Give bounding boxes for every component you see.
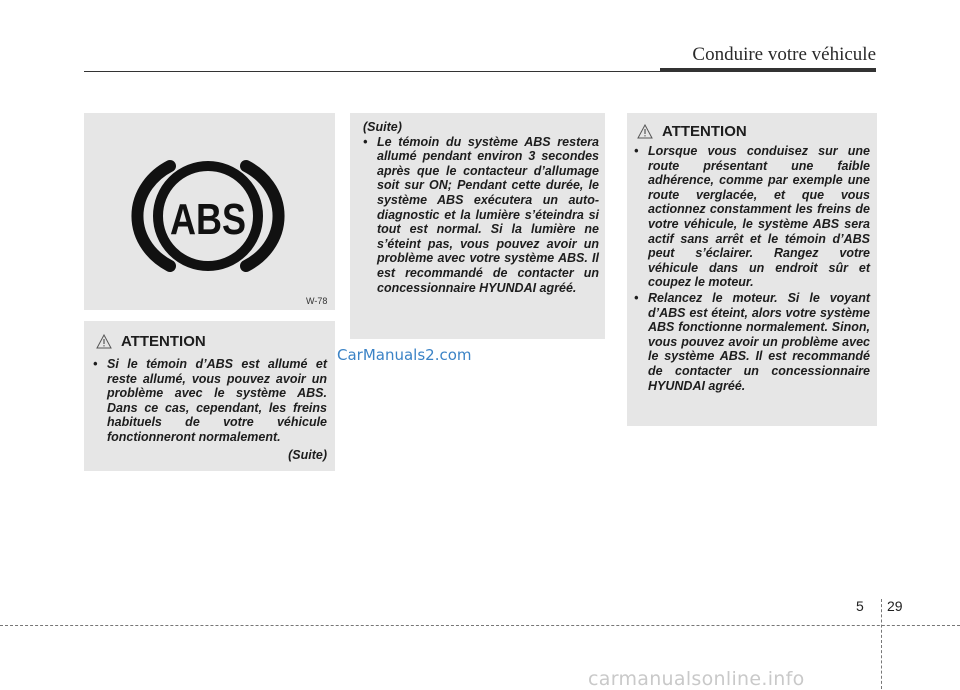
attention-list: [93, 357, 327, 445]
header-rule: [84, 71, 660, 72]
list-item: • Lorsque vous conduisez sur une route présentant une faible adhérence, comme par exemple une route verglacée, et que vous actionnez constamment les freins de votre véhicule, le système ABS sera actif sans arrêt et le témoin d’ABS peut s’éclairer. Rangez votre véhicule dans un endroit sûr et coupez le moteur.: [634, 144, 870, 290]
chapter-number: 5: [856, 598, 864, 614]
abs-icon-label: ABS: [170, 195, 246, 244]
attention-list: [634, 144, 870, 393]
footer-rule: [0, 625, 960, 626]
continued-box-middle: [350, 113, 605, 339]
continued-label: (Suite): [288, 447, 327, 462]
continued-label: (Suite): [363, 120, 402, 134]
attention-box-right: [627, 113, 877, 426]
warning-triangle-icon: [637, 124, 653, 139]
attention-heading: [96, 333, 206, 350]
attention-body: [93, 357, 327, 462]
list-item: • Si le témoin d’ABS est allumé et reste allumé, vous pouvez avoir un problème avec le système ABS. Dans ce cas, cependant, les freins habituels de votre véhicule fonctionneront normalement.: [93, 357, 327, 445]
continued-body: [363, 120, 599, 295]
list-item: • Relancez le moteur. Si le voyant d’ABS est éteint, alors votre système ABS fonctionne normalement. Sinon, vous pouvez avoir un problème avec le système ABS. Il est recommandé de contacter un concessionnaire HYUNDAI agréé.: [634, 291, 870, 393]
list-item: • Le témoin du système ABS restera allumé pendant environ 3 secondes après que le contacteur d’allumage soit sur ON; Pendant cette durée, le système ABS exécutera un auto-diagnostic et la lumière s’éteindra si tout est normal. Si la lumière ne s’éteint pas, vous pouvez avoir un problème avec votre système ABS. Il est recommandé de contacter un concessionnaire HYUNDAI agréé.: [363, 135, 599, 296]
continued-list: [363, 135, 599, 296]
warning-triangle-icon: [96, 334, 112, 349]
footer-divider: [881, 599, 882, 689]
attention-heading-label: ATTENTION: [121, 333, 206, 350]
figure-code: W-78: [306, 296, 328, 306]
footer-site-text[interactable]: carmanualsonline.info: [588, 668, 805, 690]
watermark-text[interactable]: CarManuals2.com: [337, 346, 472, 364]
header-rule-accent: [660, 68, 876, 72]
attention-heading: [637, 123, 747, 140]
abs-figure-panel: [84, 113, 335, 310]
page-header-title: Conduire votre véhicule: [692, 44, 876, 65]
page-number: 29: [887, 598, 903, 614]
abs-warning-light-icon: [84, 113, 335, 310]
attention-box-left: [84, 321, 335, 471]
attention-heading-label: ATTENTION: [662, 123, 747, 140]
attention-body: [634, 144, 870, 393]
